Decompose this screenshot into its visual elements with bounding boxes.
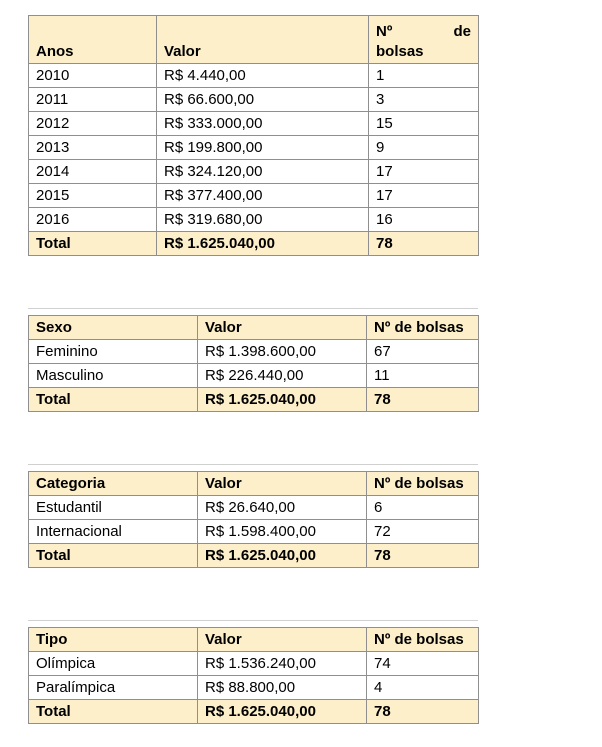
cell-total-valor: R$ 1.625.040,00 [198, 388, 367, 412]
cell-total-num-bolsas: 78 [367, 388, 479, 412]
table-row [29, 88, 479, 112]
table-total-row [29, 388, 479, 412]
cell-num-bolsas: 3 [369, 88, 479, 112]
table-row [29, 340, 479, 364]
cell-num-bolsas: 17 [369, 184, 479, 208]
cell-ano: 2011 [29, 88, 157, 112]
cell-valor: R$ 66.600,00 [157, 88, 369, 112]
cell-valor: R$ 324.120,00 [157, 160, 369, 184]
cell-total-label: Total [29, 700, 198, 724]
header-cell-valor: Valor [157, 16, 369, 64]
cell-total-valor: R$ 1.625.040,00 [198, 700, 367, 724]
cell-valor: R$ 1.598.400,00 [198, 520, 367, 544]
section-divider [28, 308, 478, 309]
table-row [29, 364, 479, 388]
cell-total-label: Total [29, 388, 198, 412]
table-total-row [29, 700, 479, 724]
cell-valor: R$ 199.800,00 [157, 136, 369, 160]
cell-num-bolsas: 17 [369, 160, 479, 184]
header-num-bolsas-de: de [453, 23, 471, 40]
cell-num-bolsas: 72 [367, 520, 479, 544]
cell-valor: R$ 377.400,00 [157, 184, 369, 208]
header-cell-categoria: Categoria [29, 472, 198, 496]
table-total-row [29, 232, 479, 256]
header-num-bolsas-line1 [376, 22, 471, 42]
header-cell-sexo: Sexo [29, 316, 198, 340]
section-divider [28, 464, 478, 465]
cell-valor: R$ 333.000,00 [157, 112, 369, 136]
header-cell-anos: Anos [29, 16, 157, 64]
header-cell-tipo: Tipo [29, 628, 198, 652]
cell-total-num-bolsas: 78 [369, 232, 479, 256]
header-cell-valor: Valor [198, 628, 367, 652]
cell-ano: 2010 [29, 64, 157, 88]
header-cell-num-bolsas [369, 16, 479, 64]
header-cell-num-bolsas: Nº de bolsas [367, 472, 479, 496]
cell-ano: 2012 [29, 112, 157, 136]
cell-valor: R$ 4.440,00 [157, 64, 369, 88]
cell-valor: R$ 1.536.240,00 [198, 652, 367, 676]
table-header-row [29, 628, 479, 652]
cell-num-bolsas: 4 [367, 676, 479, 700]
table-header-row [29, 472, 479, 496]
cell-num-bolsas: 16 [369, 208, 479, 232]
header-cell-valor: Valor [198, 316, 367, 340]
table-row [29, 496, 479, 520]
cell-sexo: Feminino [29, 340, 198, 364]
table-row [29, 184, 479, 208]
table-header-row [29, 316, 479, 340]
cell-ano: 2014 [29, 160, 157, 184]
cell-num-bolsas: 15 [369, 112, 479, 136]
table-row [29, 160, 479, 184]
cell-ano: 2016 [29, 208, 157, 232]
header-cell-valor: Valor [198, 472, 367, 496]
cell-valor: R$ 26.640,00 [198, 496, 367, 520]
cell-total-valor: R$ 1.625.040,00 [198, 544, 367, 568]
cell-ano: 2015 [29, 184, 157, 208]
cell-num-bolsas: 11 [367, 364, 479, 388]
cell-sexo: Masculino [29, 364, 198, 388]
cell-valor: R$ 88.800,00 [198, 676, 367, 700]
cell-tipo: Paralímpica [29, 676, 198, 700]
table-row [29, 208, 479, 232]
cell-categoria: Estudantil [29, 496, 198, 520]
header-cell-num-bolsas: Nº de bolsas [367, 316, 479, 340]
header-num-bolsas-line2: bolsas [376, 43, 424, 60]
table-total-row [29, 544, 479, 568]
section-divider [28, 620, 478, 621]
cell-valor: R$ 1.398.600,00 [198, 340, 367, 364]
table-row [29, 112, 479, 136]
header-num-bolsas-no: Nº [376, 23, 393, 40]
header-cell-num-bolsas: Nº de bolsas [367, 628, 479, 652]
table-bolsas-por-categoria [28, 471, 479, 568]
table-row [29, 136, 479, 160]
cell-total-label: Total [29, 232, 157, 256]
cell-valor: R$ 226.440,00 [198, 364, 367, 388]
cell-total-label: Total [29, 544, 198, 568]
cell-num-bolsas: 6 [367, 496, 479, 520]
cell-num-bolsas: 9 [369, 136, 479, 160]
table-header-row [29, 16, 479, 64]
table-bolsas-por-tipo [28, 627, 479, 724]
cell-num-bolsas: 67 [367, 340, 479, 364]
table-row [29, 676, 479, 700]
cell-tipo: Olímpica [29, 652, 198, 676]
cell-total-num-bolsas: 78 [367, 700, 479, 724]
cell-total-valor: R$ 1.625.040,00 [157, 232, 369, 256]
table-bolsas-por-sexo [28, 315, 479, 412]
cell-categoria: Internacional [29, 520, 198, 544]
cell-valor: R$ 319.680,00 [157, 208, 369, 232]
table-row [29, 652, 479, 676]
cell-ano: 2013 [29, 136, 157, 160]
cell-num-bolsas: 1 [369, 64, 479, 88]
table-row [29, 64, 479, 88]
cell-num-bolsas: 74 [367, 652, 479, 676]
table-row [29, 520, 479, 544]
cell-total-num-bolsas: 78 [367, 544, 479, 568]
table-bolsas-por-ano [28, 15, 479, 256]
